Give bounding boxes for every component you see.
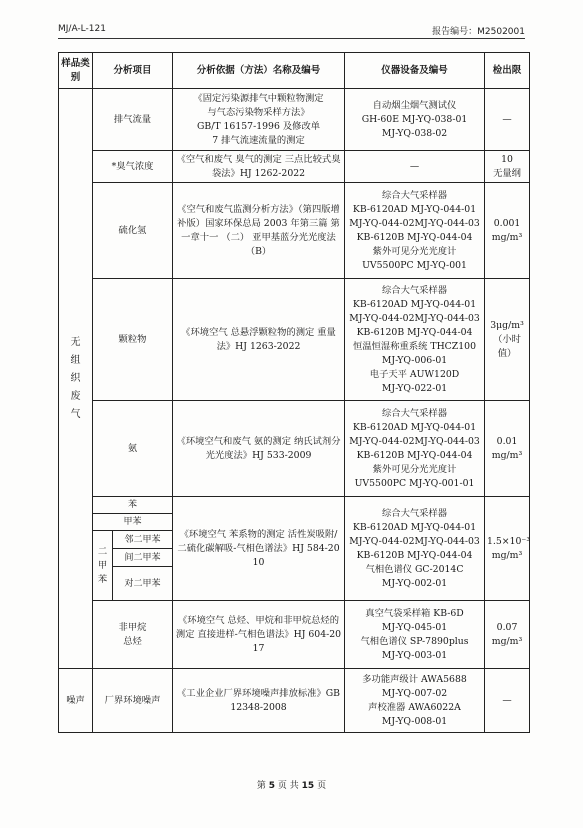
equipment-exhaust-flow: 自动烟尘烟气测试仪 GH-60E MJ-YQ-038-01 MJ-YQ-038-02 [345,89,485,151]
table-row [59,497,530,514]
limit-odor: 10 无量纲 [485,151,530,183]
method-ammonia: 《环境空气和废气 氨的测定 纳氏试剂分光光度法》HJ 533-2009 [173,401,345,497]
equipment-benzene-group: 综合大气采样器 KB-6120AD MJ-YQ-044-01 MJ-YQ-044-02MJ-YQ-044-03 KB-6120B MJ-YQ-044-04 气相色谱仪 GC-2014C MJ-YQ-002-01 [345,497,485,601]
table-header-row [59,53,530,89]
table-row [59,401,530,497]
col-header-category: 样品类别 [59,53,93,89]
equipment-particulate: 综合大气采样器 KB-6120AD MJ-YQ-044-01 MJ-YQ-044-02MJ-YQ-044-03 KB-6120B MJ-YQ-044-04 恒温恒湿称重系统 THCZ100 MJ-YQ-006-01 电子天平 AUW120D MJ-YQ-022-01 [345,279,485,401]
equipment-noise: 多功能声级计 AWA5688 MJ-YQ-007-02 声校准器 AWA6022A MJ-YQ-008-01 [345,669,485,733]
method-nmhc: 《环境空气 总烃、甲烷和非甲烷总烃的测定 直接进样-气相色谱法》HJ 604-2017 [173,601,345,669]
method-benzene-group: 《环境空气 苯系物的测定 活性炭吸附/二硫化碳解吸-气相色谱法》HJ 584-2010 [173,497,345,601]
item-odor: *臭气浓度 [93,151,173,183]
table-row [59,89,530,151]
equipment-h2s: 综合大气采样器 KB-6120AD MJ-YQ-044-01 MJ-YQ-044-02MJ-YQ-044-03 KB-6120B MJ-YQ-044-04 紫外可见分光光度计 UV5500PC MJ-YQ-001 [345,183,485,279]
item-exhaust-flow: 排气流量 [93,89,173,151]
method-exhaust-flow: 《固定污染源排气中颗粒物测定 与气态污染物采样方法》 GB/T 16157-1996 及修改单 7 排气流速流量的测定 [173,89,345,151]
method-particulate: 《环境空气 总悬浮颗粒物的测定 重量法》HJ 1263-2022 [173,279,345,401]
equipment-ammonia: 综合大气采样器 KB-6120AD MJ-YQ-044-01 MJ-YQ-044-02MJ-YQ-044-03 KB-6120B MJ-YQ-044-04 紫外可见分光光度计 UV5500PC MJ-YQ-001-01 [345,401,485,497]
category-unorganized-gas: 无组织废气 [59,89,93,669]
item-benzene: 苯 [93,497,173,514]
table-row [59,151,530,183]
limit-benzene-group: 1.5×10⁻³ mg/m³ [485,497,530,601]
limit-ammonia: 0.01 mg/m³ [485,401,530,497]
item-particulate: 颗粒物 [93,279,173,401]
page-total: 15 [301,781,315,791]
equipment-nmhc: 真空气袋采样箱 KB-6D MJ-YQ-045-01 气相色谱仪 SP-7890plus MJ-YQ-003-01 [345,601,485,669]
category-noise: 噪声 [59,669,93,733]
method-equipment-table [58,52,530,733]
item-nmhc: 非甲烷 总烃 [93,601,173,669]
item-toluene: 甲苯 [93,514,173,531]
method-noise: 《工业企业厂界环境噪声排放标准》GB 12348-2008 [173,669,345,733]
col-header-equipment: 仪器设备及编号 [345,53,485,89]
equipment-odor: — [345,151,485,183]
limit-noise: — [485,669,530,733]
item-h2s: 硫化氢 [93,183,173,279]
item-ammonia: 氨 [93,401,173,497]
item-p-xylene: 对二甲苯 [113,567,173,601]
item-boundary-noise: 厂界环境噪声 [93,669,173,733]
limit-h2s: 0.001 mg/m³ [485,183,530,279]
item-xylene-label: 二 甲 苯 [93,531,113,601]
table-row [59,669,530,733]
item-o-xylene: 邻二甲苯 [113,531,173,549]
limit-nmhc: 0.07 mg/m³ [485,601,530,669]
report-number: 报告编号：M2502001 [432,27,525,37]
limit-exhaust-flow: — [485,89,530,151]
table-row [59,279,530,401]
col-header-method: 分析依据（方法）名称及编号 [173,53,345,89]
col-header-item: 分析项目 [93,53,173,89]
header-divider [58,38,525,39]
document-code: MJ/A-L-121 [58,24,106,34]
page-footer: 第 5 页 共 15 页 [256,781,327,791]
item-m-xylene: 间二甲苯 [113,549,173,567]
limit-particulate: 3μg/m³ （小时 值） [485,279,530,401]
page-number: 5 [268,781,276,791]
method-h2s: 《空气和废气监测分析方法》（第四版增补版）国家环保总局 2003 年第三篇 第一章十一 （二） 亚甲基蓝分光光度法（B） [173,183,345,279]
method-odor: 《空气和废气 臭气的测定 三点比较式臭袋法》HJ 1262-2022 [173,151,345,183]
table-row [59,601,530,669]
col-header-limit: 检出限 [485,53,530,89]
table-row [59,183,530,279]
